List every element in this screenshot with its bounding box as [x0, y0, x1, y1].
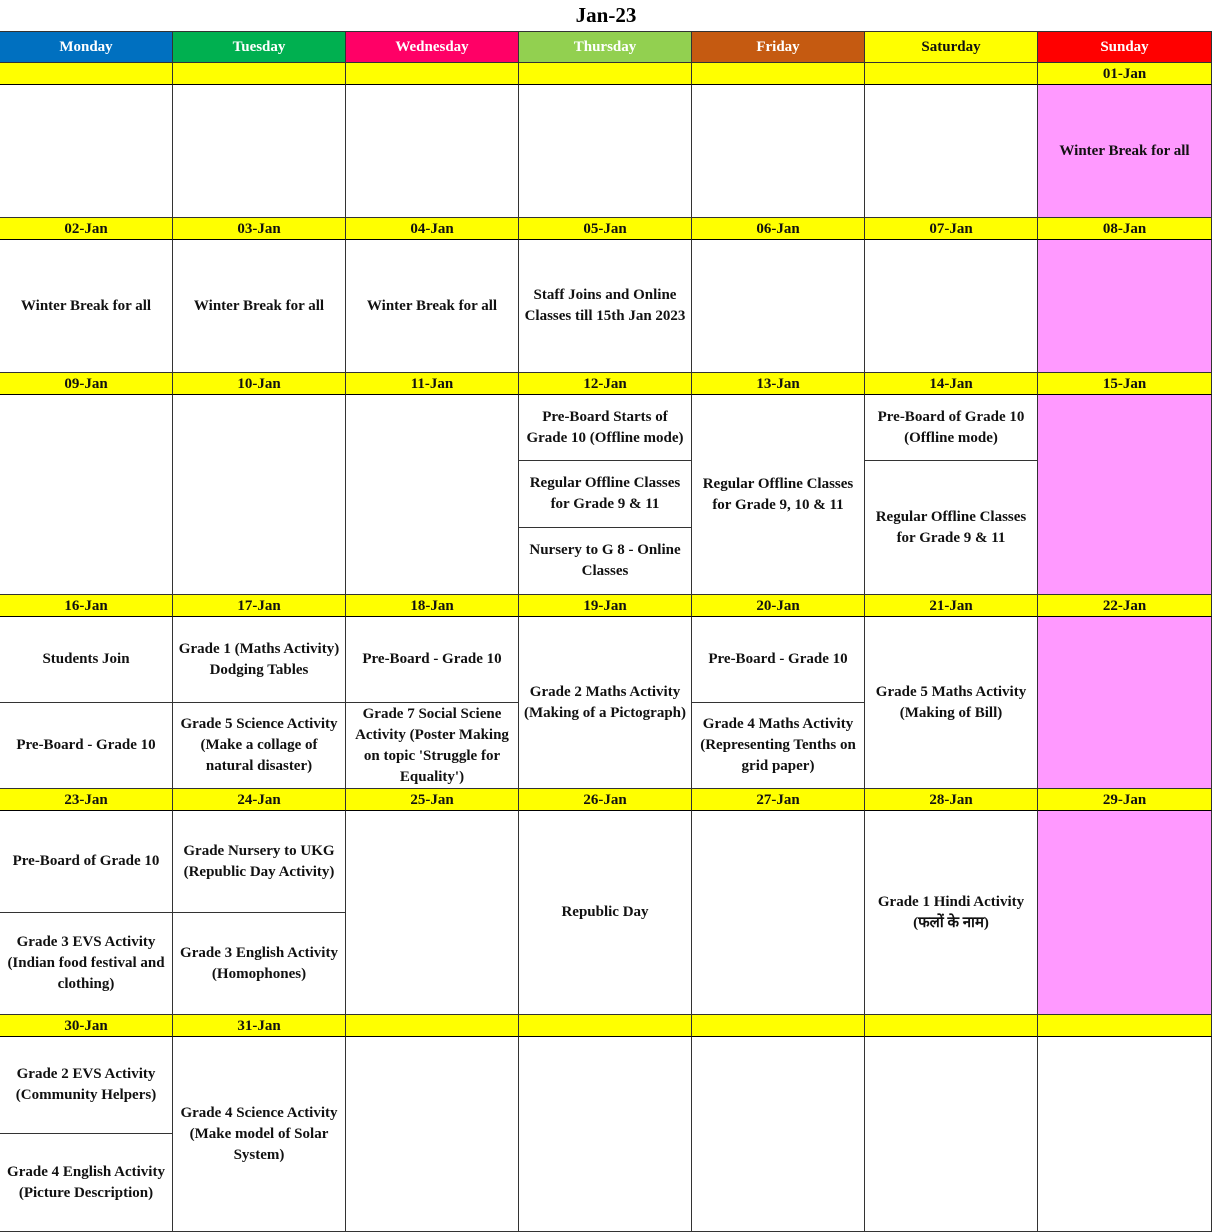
day-cell [173, 85, 346, 218]
day-cell: Grade 5 Maths Activity (Making of Bill) [865, 617, 1038, 789]
event-cell: Grade 2 EVS Activity (Community Helpers) [0, 1037, 173, 1134]
date-label: 28-Jan [865, 789, 1038, 811]
date-label: 07-Jan [865, 218, 1038, 240]
date-label: 08-Jan [1038, 218, 1212, 240]
event-cell: Pre-Board of Grade 10 [0, 811, 173, 913]
day-cell: Grade 4 Science Activity (Make model of Solar System) [173, 1037, 346, 1232]
date-label: 25-Jan [346, 789, 519, 811]
day-cell: Republic Day [519, 811, 692, 1015]
day-cell [346, 1037, 519, 1232]
date-label: 13-Jan [692, 373, 865, 395]
day-cell [0, 395, 173, 595]
date-label: 26-Jan [519, 789, 692, 811]
day-header-sunday: Sunday [1038, 32, 1212, 63]
day-cell [865, 85, 1038, 218]
day-header-tuesday: Tuesday [173, 32, 346, 63]
date-label: 12-Jan [519, 373, 692, 395]
date-label: 17-Jan [173, 595, 346, 617]
day-cell [692, 1037, 865, 1232]
event-cell: Nursery to G 8 - Online Classes [519, 528, 692, 595]
date-label: 04-Jan [346, 218, 519, 240]
day-cell: Winter Break for all [1038, 85, 1212, 218]
date-label: 29-Jan [1038, 789, 1212, 811]
date-label: 10-Jan [173, 373, 346, 395]
date-label: 02-Jan [0, 218, 173, 240]
day-cell [692, 85, 865, 218]
day-cell [692, 811, 865, 1015]
date-label: 14-Jan [865, 373, 1038, 395]
day-header-monday: Monday [0, 32, 173, 63]
day-cell [1038, 240, 1212, 373]
date-label: 01-Jan [1038, 63, 1212, 85]
event-cell: Pre-Board Starts of Grade 10 (Offline mode) [519, 395, 692, 461]
date-label: 18-Jan [346, 595, 519, 617]
date-label [346, 63, 519, 85]
day-cell [346, 395, 519, 595]
day-cell: Winter Break for all [346, 240, 519, 373]
event-cell: Grade 7 Social Scienе Activity (Poster Making on topic 'Struggle for Equality') [346, 703, 519, 789]
day-header-friday: Friday [692, 32, 865, 63]
day-cell: Winter Break for all [0, 240, 173, 373]
day-header-thursday: Thursday [519, 32, 692, 63]
event-cell: Regular Offline Classes for Grade 9 & 11 [519, 461, 692, 528]
calendar-title: Jan-23 [0, 0, 1212, 32]
date-label: 27-Jan [692, 789, 865, 811]
day-cell [865, 1037, 1038, 1232]
day-header-saturday: Saturday [865, 32, 1038, 63]
date-label: 03-Jan [173, 218, 346, 240]
event-cell: Grade 1 (Maths Activity) Dodging Tables [173, 617, 346, 703]
date-label: 06-Jan [692, 218, 865, 240]
date-label: 21-Jan [865, 595, 1038, 617]
event-cell: Students Join [0, 617, 173, 703]
event-cell: Grade 5 Science Activity (Make a collage of natural disaster) [173, 703, 346, 789]
date-label [173, 63, 346, 85]
day-cell [1038, 617, 1212, 789]
day-cell: Grade 1 Hindi Activity (फलों के नाम) [865, 811, 1038, 1015]
date-label: 22-Jan [1038, 595, 1212, 617]
date-label: 11-Jan [346, 373, 519, 395]
event-cell: Regular Offline Classes for Grade 9 & 11 [865, 461, 1038, 595]
event-cell: Grade 3 English Activity (Homophones) [173, 913, 346, 1015]
date-label: 30-Jan [0, 1015, 173, 1037]
date-label: 31-Jan [173, 1015, 346, 1037]
event-cell: Pre-Board - Grade 10 [692, 617, 865, 703]
day-cell [346, 85, 519, 218]
event-cell: Grade 3 EVS Activity (Indian food festival and clothing) [0, 913, 173, 1015]
date-label: 19-Jan [519, 595, 692, 617]
day-cell: Regular Offline Classes for Grade 9, 10 & 11 [692, 395, 865, 595]
event-cell: Pre-Board - Grade 10 [0, 703, 173, 789]
date-label: 05-Jan [519, 218, 692, 240]
date-label [519, 63, 692, 85]
day-cell [1038, 1037, 1212, 1232]
day-header-wednesday: Wednesday [346, 32, 519, 63]
day-cell [346, 811, 519, 1015]
day-cell: Staff Joins and Online Classes till 15th Jan 2023 [519, 240, 692, 373]
day-cell [519, 85, 692, 218]
date-label [1038, 1015, 1212, 1037]
date-label: 23-Jan [0, 789, 173, 811]
date-label: 20-Jan [692, 595, 865, 617]
date-label [346, 1015, 519, 1037]
day-cell: Winter Break for all [173, 240, 346, 373]
day-cell [173, 395, 346, 595]
date-label: 16-Jan [0, 595, 173, 617]
day-cell [519, 1037, 692, 1232]
date-label: 24-Jan [173, 789, 346, 811]
day-cell [1038, 811, 1212, 1015]
event-cell: Grade Nursery to UKG (Republic Day Activity) [173, 811, 346, 913]
date-label [865, 63, 1038, 85]
date-label [0, 63, 173, 85]
event-cell: Pre-Board - Grade 10 [346, 617, 519, 703]
event-cell: Grade 4 Maths Activity (Representing Tenths on grid paper) [692, 703, 865, 789]
date-label [692, 63, 865, 85]
day-cell [865, 240, 1038, 373]
day-cell: Grade 2 Maths Activity (Making of a Pictograph) [519, 617, 692, 789]
date-label: 15-Jan [1038, 373, 1212, 395]
event-cell: Grade 4 English Activity (Picture Description) [0, 1134, 173, 1232]
event-cell: Pre-Board of Grade 10 (Offline mode) [865, 395, 1038, 461]
day-cell [1038, 395, 1212, 595]
date-label [519, 1015, 692, 1037]
date-label [865, 1015, 1038, 1037]
day-cell [692, 240, 865, 373]
day-cell [0, 85, 173, 218]
date-label: 09-Jan [0, 373, 173, 395]
date-label [692, 1015, 865, 1037]
